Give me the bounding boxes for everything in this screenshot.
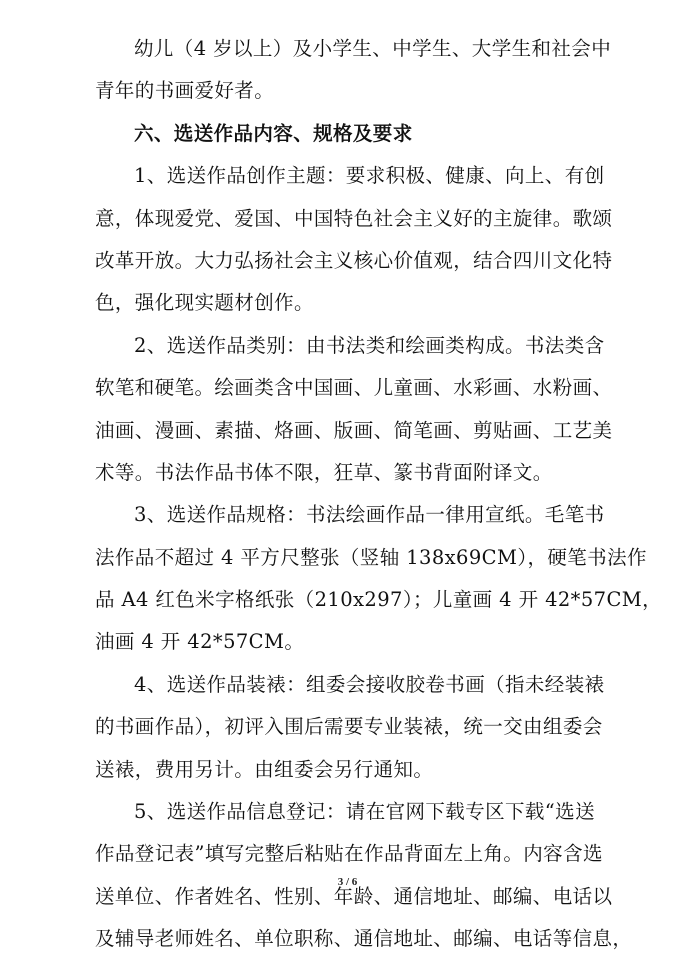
text-line: 油画 4 开 42*57CM。 <box>95 630 305 654</box>
paragraph-start-line: 4、选送作品装裱：组委会接收胶卷书画（指未经装裱 <box>134 672 605 696</box>
page-number: 3 / 6 <box>337 876 358 888</box>
text-line: 送裱，费用另计。由组委会另行通知。 <box>95 757 434 781</box>
text-line: 品 A4 红色米字格纸张（210x297）；儿童画 4 开 42*57CM， <box>95 588 663 612</box>
paragraph-start-line: 5、选送作品信息登记：请在官网下载专区下载“选送 <box>134 800 595 824</box>
text-line: 改革开放。大力弘扬社会主义核心价值观，结合四川文化特 <box>95 248 613 272</box>
text-line: 法作品不超过 4 平方尺整张（竖轴 138x69CM），硬笔书法作 <box>95 545 647 569</box>
text-line: 软笔和硬笔。绘画类含中国画、儿童画、水彩画、水粉画、 <box>95 376 613 400</box>
paragraph-start-line: 3、选送作品规格：书法绘画作品一律用宣纸。毛笔书 <box>134 503 605 527</box>
text-line: 色，强化现实题材创作。 <box>95 291 314 315</box>
text-line: 青年的书画爱好者。 <box>95 79 275 103</box>
text-line: 送单位、作者姓名、性别、年龄、通信地址、邮编、电话以 <box>95 884 613 908</box>
paragraph-start-line: 1、选送作品创作主题：要求积极、健康、向上、有创 <box>134 164 605 188</box>
text-line: 油画、漫画、素描、烙画、版画、简笔画、剪贴画、工艺美 <box>95 418 613 442</box>
text-line: 及辅导老师姓名、单位职称、通信地址、邮编、电话等信息， <box>95 927 633 951</box>
text-line: 作品登记表”填写完整后粘贴在作品背面左上角。内容含选 <box>95 842 603 866</box>
text-line: 的书画作品），初评入围后需要专业装裱，统一交由组委会 <box>95 715 603 739</box>
text-line: 意，体现爱党、爱国、中国特色社会主义好的主旋律。歌颂 <box>95 206 613 230</box>
text-line: 幼儿（4 岁以上）及小学生、中学生、大学生和社会中 <box>134 37 612 60</box>
text-line: 术等。书法作品书体不限，狂草、篆书背面附译文。 <box>95 460 553 484</box>
document-body <box>95 28 663 961</box>
section-heading: 六、选送作品内容、规格及要求 <box>134 121 413 145</box>
paragraph-start-line: 2、选送作品类别：由书法类和绘画类构成。书法类含 <box>134 333 605 357</box>
